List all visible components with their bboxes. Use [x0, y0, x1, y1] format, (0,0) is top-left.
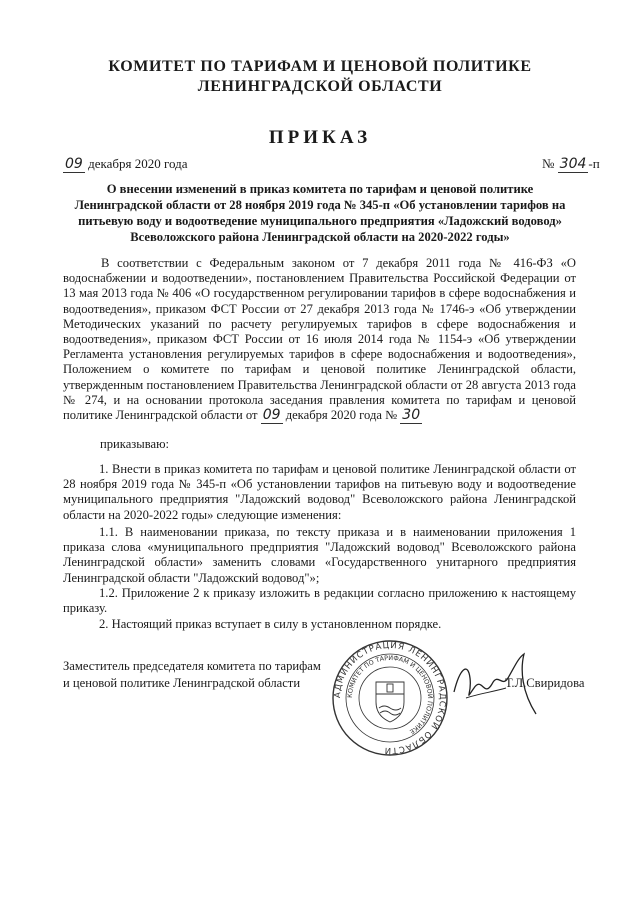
protocol-day-handwritten: 09 [262, 407, 281, 424]
stamp-outer-text: АДМИНИСТРАЦИЯ ЛЕНИНГРАДСКОЙ ОБЛАСТИ [332, 640, 448, 756]
signatory-name: Т.Л.Свиридова [505, 676, 585, 690]
organization-name [0, 57, 640, 97]
order-number [542, 156, 600, 172]
order-subject: О внесении изменений в приказ комитета по тарифам и ценовой политике Ленинградской области от 28 ноября 2019 года № 345-п «Об установлении тарифов на питьевую воду и водоотведение муниципального предприятия «Ладожский водовод» Всеволожского района Ленинградской области на 2020-2022 годы» [74, 182, 566, 244]
position-line-2: и ценовой политике Ленинградской области [63, 676, 301, 690]
order-date [63, 156, 187, 172]
number-suffix: -п [588, 156, 600, 171]
item-1-1: 1.1. В наименовании приказа, по тексту приказа и в наименовании приложения 1 приказа слова «муниципального предприятия "Ладожский водовод" Всеволожского района Ленинградской области» заменить словами «Государственного унитарного предприятия Ленинградской области "Ладожский водовод"»; [63, 525, 576, 585]
item-1-2: 1.2. Приложение 2 к приказу изложить в редакции согласно приложению к настоящему приказу. [63, 586, 576, 616]
number-prefix: № [542, 156, 555, 171]
item-2: 2. Настоящий приказ вступает в силу в установленном порядке. [99, 617, 442, 631]
org-line-1: КОМИТЕТ ПО ТАРИФАМ И ЦЕНОВОЙ ПОЛИТИКЕ [108, 58, 532, 75]
stamp-inner-text: КОМИТЕТ ПО ТАРИФАМ И ЦЕНОВОЙ ПОЛИТИКЕ [345, 653, 435, 736]
coat-of-arms-icon [376, 682, 404, 722]
date-day-handwritten: 09 [65, 156, 83, 172]
official-stamp [330, 638, 450, 758]
basis-paragraph [63, 256, 576, 423]
protocol-rest: декабря 2020 года № [285, 408, 398, 423]
order-word: приказываю: [100, 437, 170, 451]
protocol-number-handwritten: 30 [402, 407, 421, 424]
number-handwritten: 304 [559, 156, 587, 172]
org-line-2: ЛЕНИНГРАДСКОЙ ОБЛАСТИ [197, 78, 443, 95]
document-title: ПРИКАЗ [268, 127, 372, 148]
position-line-1: Заместитель председателя комитета по тарифам [63, 659, 321, 673]
signatory-position [63, 658, 321, 692]
date-rest: декабря 2020 года [88, 156, 188, 171]
basis-text: В соответствии с Федеральным законом от 7 декабря 2011 года № 416-ФЗ «О водоснабжении и водоотведении», постановлением Правительства Российской Федерации от 13 мая 2013 года № 406 «О государственном регулировании тарифов в сфере водоснабжения и водоотведения», приказом ФСТ России от 27 декабря 2013 года № 1746-э «Об утверждении Методических указаний по расчету регулируемых тарифов в сфере водоснабжения и водоотведения», приказом ФСТ России от 16 июля 2014 года № 1154-э «Об утверждении Регламента установления регулируемых тарифов в сфере водоснабжения и водоотведения», Положением о комитете по тарифам и ценовой политике Ленинградской области, утвержденным постановлением Правительства Ленинградской области от 28 августа 2013 года № 274, и на основании протокола заседания правления комитета по тарифам и ценовой политике Ленинградской области от [63, 256, 576, 423]
item-1: 1. Внести в приказ комитета по тарифам и ценовой политике Ленинградской области от 28 ноября 2019 года № 345-п «Об установлении тарифов на питьевую воду и водоотведение муниципального предприятия "Ладожский водовод" Всеволожского района Ленинградской области на 2020-2022 годы» следующие изменения: [63, 462, 576, 522]
